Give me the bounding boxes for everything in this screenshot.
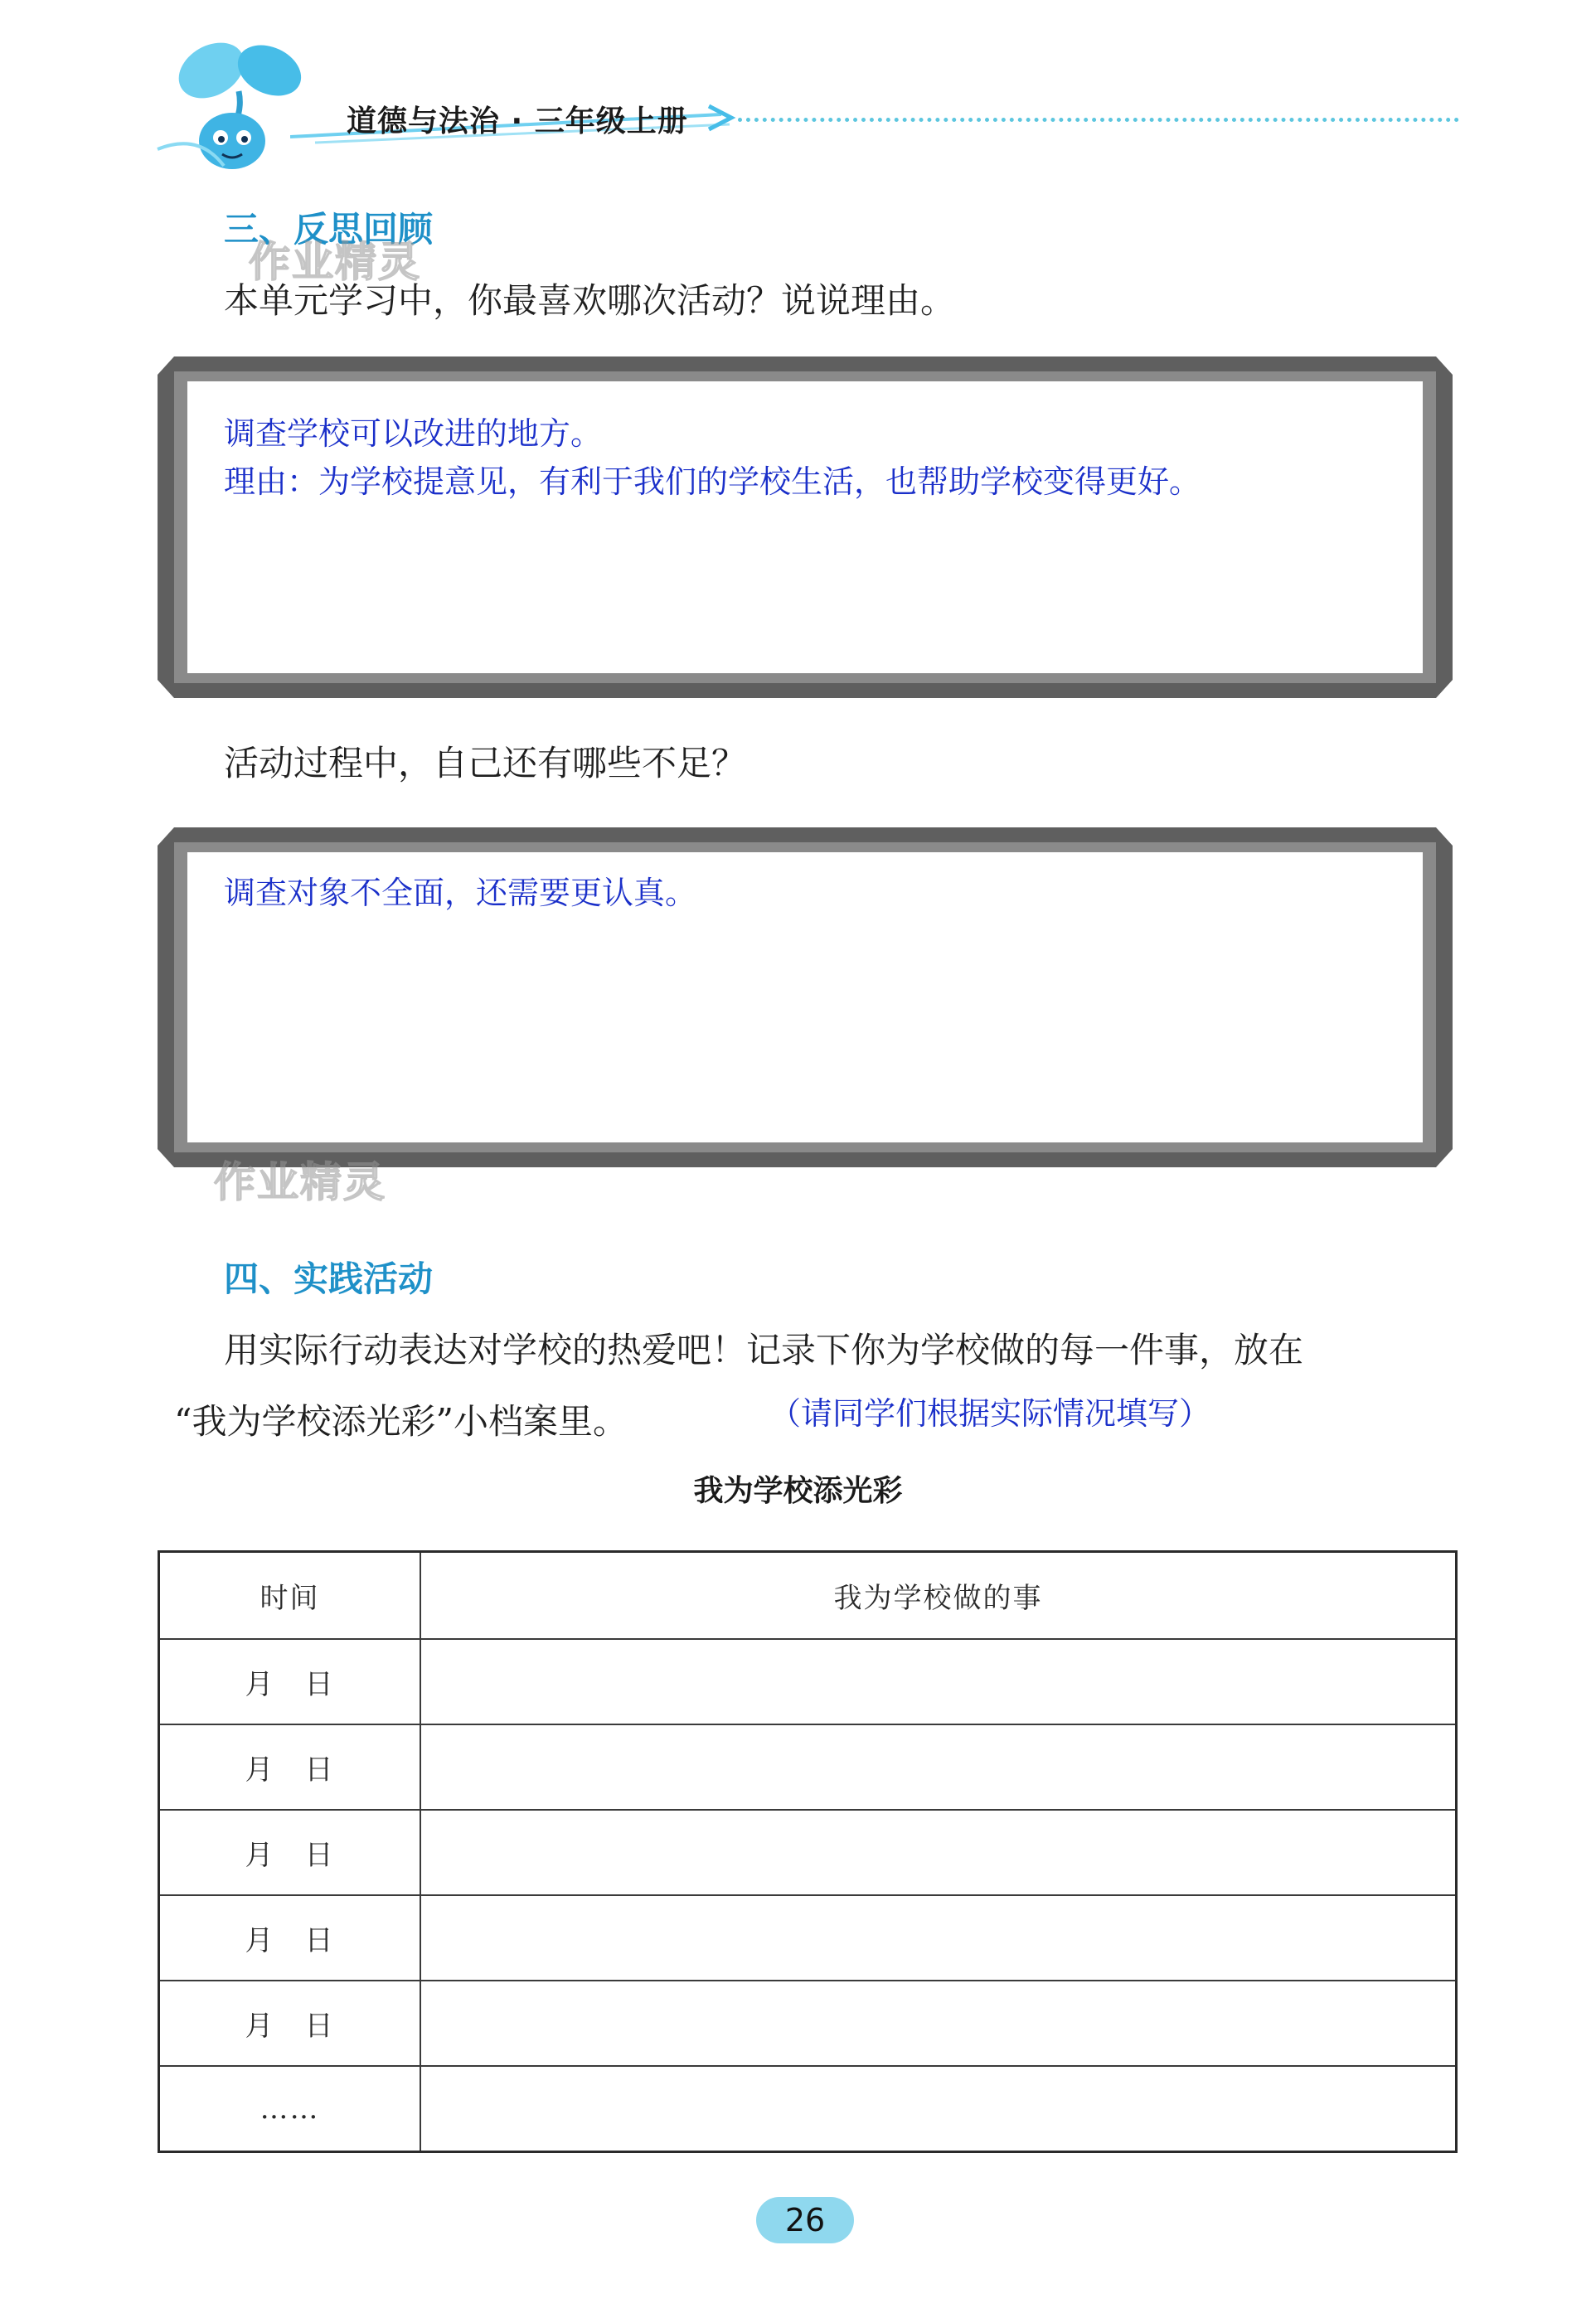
table-row-ellipsis	[159, 2066, 1457, 2152]
table-row	[159, 1981, 1457, 2066]
watermark: 作业精灵	[214, 1158, 386, 1206]
practice-intro-line1: 用实际行动表达对学校的热爱吧！记录下你为学校做的每一件事，放在	[224, 1330, 1304, 1370]
ellipsis-cell: ……	[159, 2066, 421, 2152]
question-favorite-activity: 本单元学习中，你最喜欢哪次活动？说说理由。	[224, 280, 956, 321]
task-cell[interactable]	[420, 1639, 1457, 1724]
day-label: 日	[304, 1753, 335, 1787]
table-title: 我为学校添光彩	[693, 1474, 903, 1508]
date-cell	[159, 1810, 421, 1895]
task-cell[interactable]	[420, 1895, 1457, 1981]
task-cell[interactable]	[420, 1810, 1457, 1895]
month-label: 月	[245, 1668, 275, 1701]
answer-reason: 理由：为学校提意见，有利于我们的学校生活，也帮助学校变得更好。	[224, 463, 1201, 500]
answer-board-favorite-activity	[158, 356, 1453, 698]
section-heading-reflection: 三、反思回顾	[224, 209, 434, 250]
table-row	[159, 1810, 1457, 1895]
answer-activity: 调查学校可以改进的地方。	[224, 415, 603, 452]
date-cell	[159, 1981, 421, 2066]
task-cell[interactable]	[420, 1724, 1457, 1810]
day-label: 日	[304, 1668, 335, 1701]
section-heading-practice: 四、实践活动	[224, 1258, 434, 1299]
day-label: 日	[304, 1839, 335, 1872]
day-label: 日	[304, 2010, 335, 2043]
answer-shortcoming: 调查对象不全面，还需要更认真。	[224, 875, 697, 911]
column-header-task: 我为学校做的事	[420, 1552, 1457, 1640]
column-header-time: 时间	[159, 1552, 421, 1640]
header-title: 道德与法治 · 三年级上册	[347, 104, 688, 138]
month-label: 月	[245, 1924, 275, 1957]
practice-intro-line2: “我为学校添光彩”小档案里。	[174, 1401, 628, 1442]
fill-in-hint: （请同学们根据实际情况填写）	[769, 1395, 1211, 1432]
month-label: 月	[245, 1753, 275, 1787]
task-cell[interactable]	[420, 2066, 1457, 2152]
table-row	[159, 1724, 1457, 1810]
month-label: 月	[245, 1839, 275, 1872]
table-row	[159, 1639, 1457, 1724]
month-label: 月	[245, 2010, 275, 2043]
table-row	[159, 1895, 1457, 1981]
record-table	[158, 1550, 1458, 2153]
header-dotted-line	[738, 118, 1459, 122]
watermark: 作业精灵	[249, 238, 421, 286]
task-cell[interactable]	[420, 1981, 1457, 2066]
table-header-row	[159, 1552, 1457, 1640]
date-cell	[159, 1724, 421, 1810]
day-label: 日	[304, 1924, 335, 1957]
answer-board-shortcomings	[158, 827, 1453, 1167]
page-number: 26	[756, 2197, 854, 2243]
date-cell	[159, 1639, 421, 1724]
date-cell	[159, 1895, 421, 1981]
question-shortcomings: 活动过程中，自己还有哪些不足？	[224, 743, 747, 783]
